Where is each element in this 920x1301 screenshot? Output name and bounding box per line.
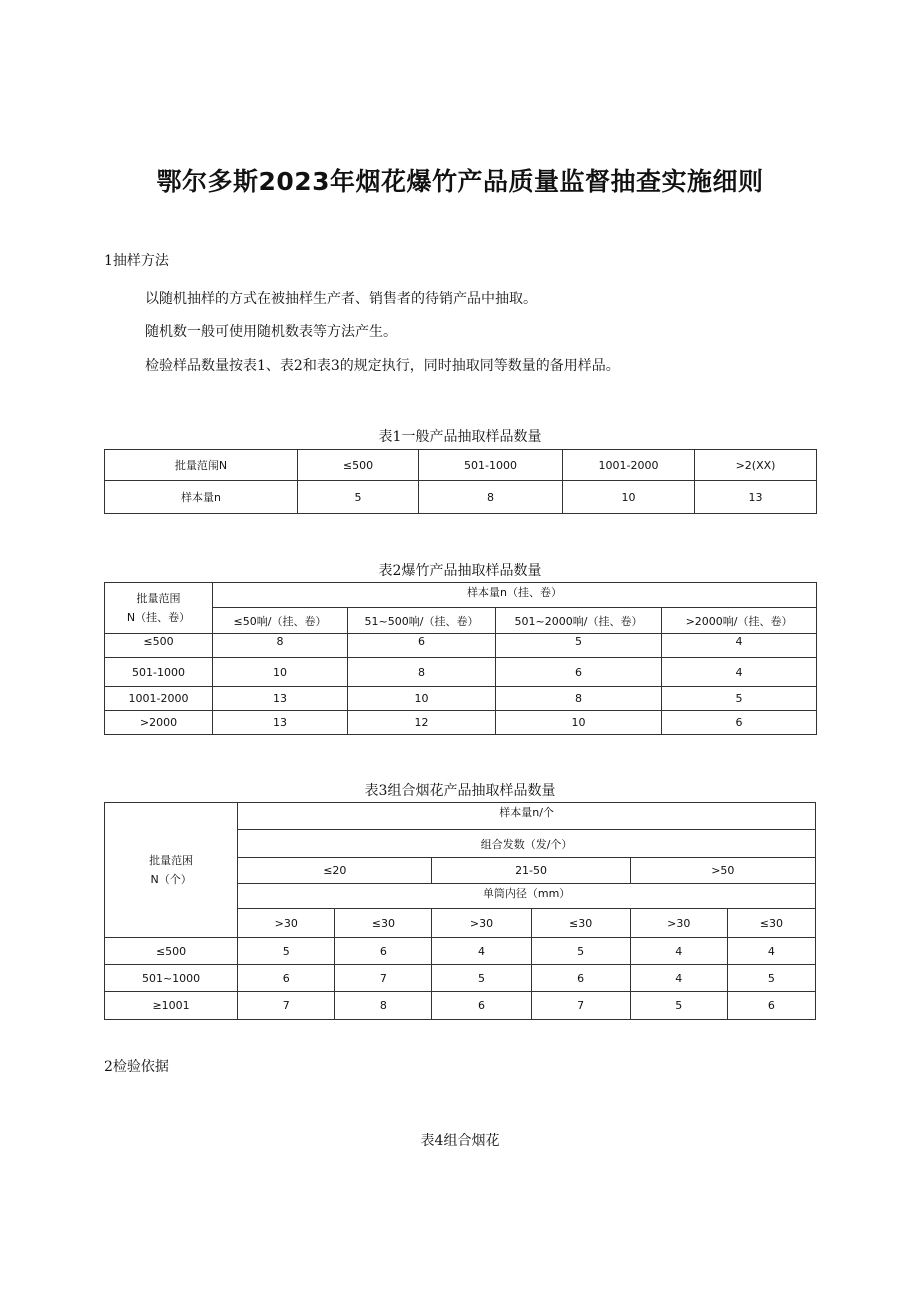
table-cell: ≤50响/（挂、卷）: [213, 608, 348, 634]
table-cell: 51~500响/（挂、卷）: [348, 608, 496, 634]
paragraph-2: 随机数一般可使用随机数表等方法产生。: [145, 324, 397, 340]
table-cell: 4: [630, 938, 727, 965]
table-cell: 6: [531, 965, 630, 992]
page-title: 鄂尔多斯2023年烟花爆竹产品质量监督抽查实施细则: [156, 167, 764, 196]
table-cell: ≤20: [238, 858, 432, 884]
table-cell: 样本量n: [105, 481, 298, 514]
table-2-group-header: 样本量n（挂、卷）: [213, 583, 817, 608]
section-1-heading: 1抽样方法: [104, 253, 169, 269]
table-cell: 13: [213, 711, 348, 735]
table-cell: 501-1000: [105, 658, 213, 687]
table-cell: 8: [348, 658, 496, 687]
table-cell: 5: [630, 992, 727, 1020]
table-2: [104, 582, 817, 735]
table-cell: 5: [531, 938, 630, 965]
table-row: [105, 965, 816, 992]
table-cell: 7: [531, 992, 630, 1020]
table-cell: ≤500: [298, 450, 419, 481]
table-cell: ≤500: [105, 634, 213, 658]
table-cell: 6: [727, 992, 815, 1020]
table-3: [104, 802, 816, 1020]
table-3-corner-cell: [105, 803, 238, 938]
table-1-caption: 表1一般产品抽取样品数量: [378, 429, 542, 445]
table-cell: 10: [348, 687, 496, 711]
table-3-header-2: 组合发数（发/个）: [238, 830, 816, 858]
table-cell: 5: [727, 965, 815, 992]
table-cell: 5: [496, 634, 662, 658]
table-row: [105, 634, 817, 658]
table-cell: 12: [348, 711, 496, 735]
table-cell: 6: [348, 634, 496, 658]
table-cell: 10: [496, 711, 662, 735]
table-cell: 4: [630, 965, 727, 992]
table-cell: 4: [662, 634, 817, 658]
table-cell: 1001-2000: [105, 687, 213, 711]
corner-line-1: 批量范围: [136, 592, 181, 605]
table-1-header-row: [105, 450, 817, 481]
table-cell: 8: [419, 481, 563, 514]
table-cell: 6: [662, 711, 817, 735]
table-3-header-4: 单筒内径（mm）: [238, 884, 816, 909]
section-2-heading: 2检验依据: [104, 1059, 169, 1075]
table-3-caption: 表3组合烟花产品抽取样品数量: [364, 783, 556, 799]
table-row: [105, 938, 816, 965]
table-cell: 8: [496, 687, 662, 711]
table-cell: 5: [238, 938, 335, 965]
table-cell: 10: [213, 658, 348, 687]
table-cell: >30: [238, 909, 335, 938]
table-cell: 批量范闱N: [105, 450, 298, 481]
paragraph-1: 以随机抽样的方式在被抽样生产者、销售者的待销产品中抽取。: [145, 291, 537, 307]
paragraph-3: 检验样品数量按表1、表2和表3的规定执行，同时抽取同等数量的备用样品。: [145, 358, 620, 374]
table-cell: 5: [662, 687, 817, 711]
table-cell: 5: [298, 481, 419, 514]
table-cell: 4: [432, 938, 531, 965]
table-2-corner-cell: [105, 583, 213, 634]
table-cell: ≥1001: [105, 992, 238, 1020]
table-cell: ≤30: [531, 909, 630, 938]
table-cell: 8: [335, 992, 432, 1020]
table-2-caption: 表2爆竹产品抽取样品数量: [378, 563, 542, 579]
corner-line-1: 批量范困: [149, 854, 194, 867]
table-2-header-row: [105, 583, 817, 608]
table-cell: 8: [213, 634, 348, 658]
table-cell: 10: [563, 481, 695, 514]
table-1: [104, 449, 817, 514]
corner-line-2: N（挂、卷）: [126, 611, 191, 624]
table-cell: 13: [695, 481, 817, 514]
table-cell: ≤500: [105, 938, 238, 965]
table-4-caption: 表4组合烟花: [420, 1133, 500, 1149]
table-cell: 1001-2000: [563, 450, 695, 481]
table-cell: 5: [432, 965, 531, 992]
corner-line-2: N（个）: [150, 873, 192, 886]
table-cell: 6: [335, 938, 432, 965]
table-row: [105, 711, 817, 735]
table-cell: 13: [213, 687, 348, 711]
table-cell: >50: [630, 858, 815, 884]
table-cell: 4: [662, 658, 817, 687]
table-3-header-row-1: [105, 803, 816, 830]
table-cell: 501~2000响/（挂、卷）: [496, 608, 662, 634]
table-cell: 6: [496, 658, 662, 687]
table-3-header-1: 样本量n/个: [238, 803, 816, 830]
table-cell: ≤30: [335, 909, 432, 938]
table-cell: 6: [432, 992, 531, 1020]
table-row: [105, 992, 816, 1020]
table-cell: 4: [727, 938, 815, 965]
table-cell: 7: [335, 965, 432, 992]
table-row: [105, 658, 817, 687]
table-cell: >30: [630, 909, 727, 938]
table-row: [105, 481, 817, 514]
table-cell: >2000: [105, 711, 213, 735]
table-cell: ≤30: [727, 909, 815, 938]
table-cell: 501-1000: [419, 450, 563, 481]
table-cell: >2(XX): [695, 450, 817, 481]
table-cell: 21-50: [432, 858, 630, 884]
table-row: [105, 687, 817, 711]
table-cell: >30: [432, 909, 531, 938]
table-cell: 7: [238, 992, 335, 1020]
table-cell: 6: [238, 965, 335, 992]
table-cell: >2000响/（挂、卷）: [662, 608, 817, 634]
table-cell: 501~1000: [105, 965, 238, 992]
